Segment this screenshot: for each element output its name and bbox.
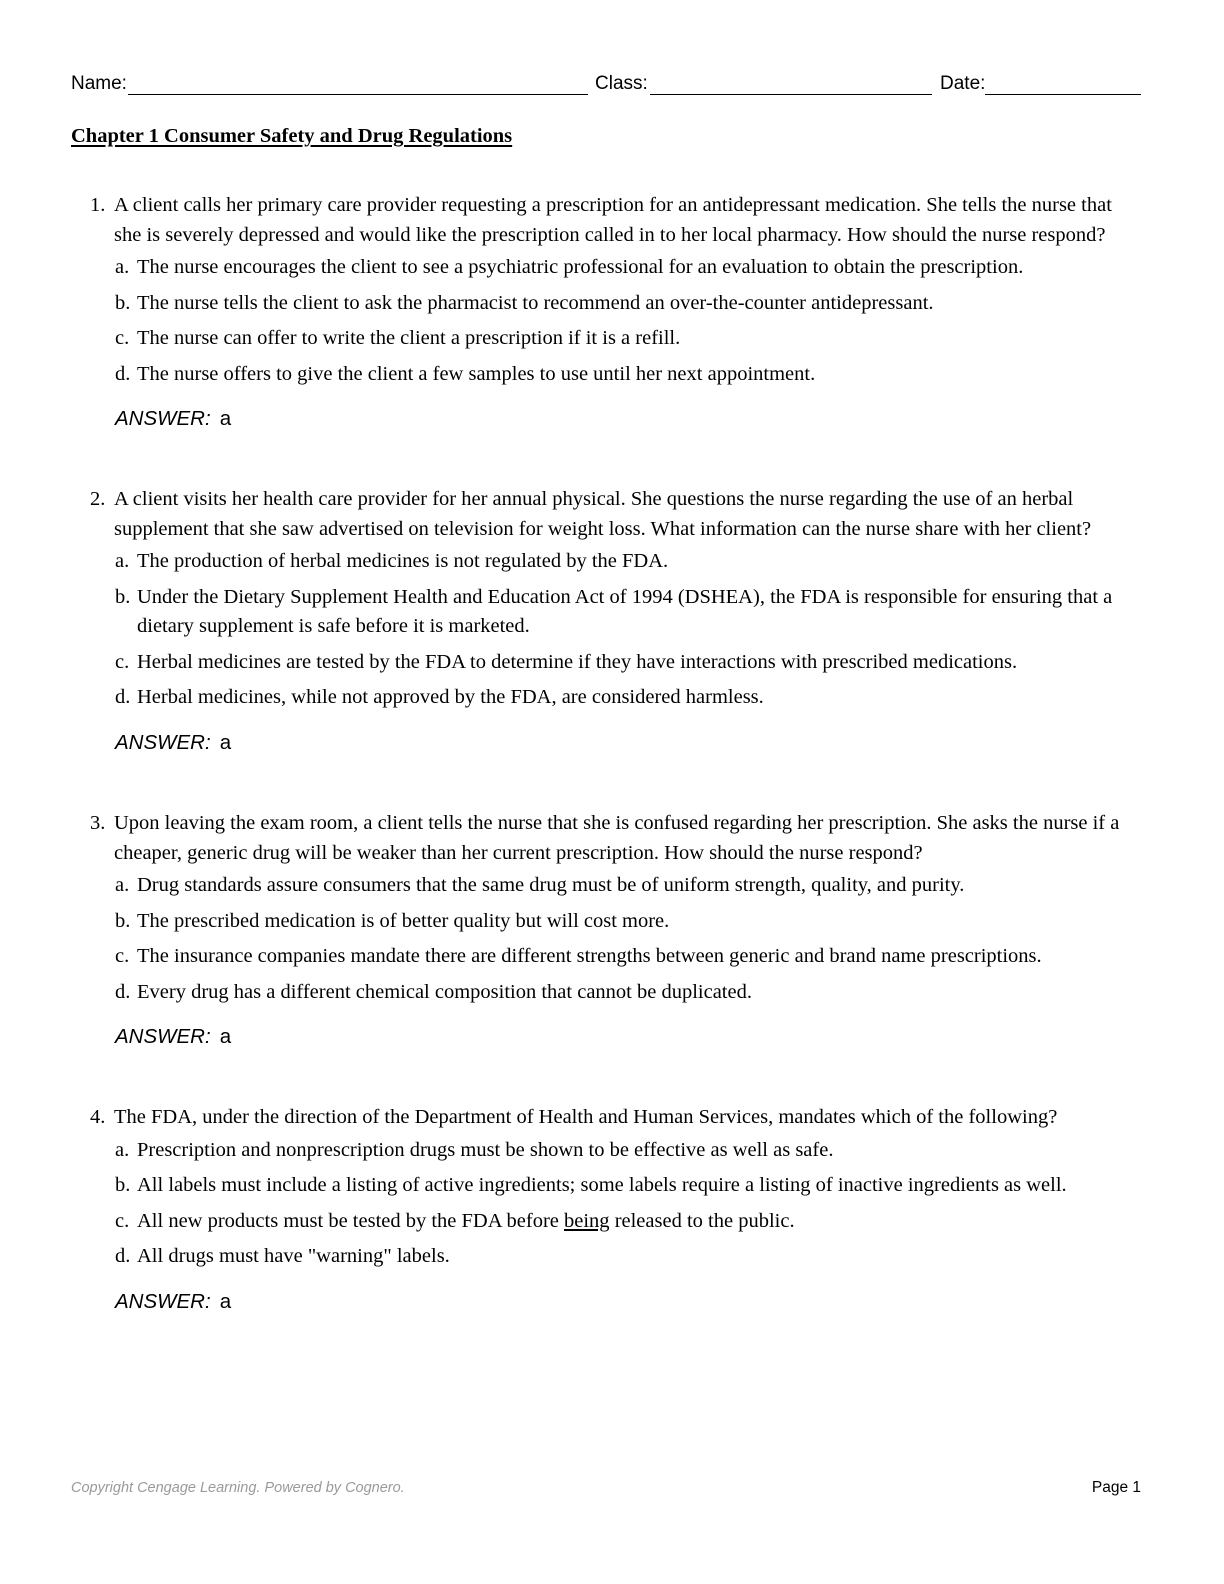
option-letter: b. (115, 1174, 131, 1196)
option-text: Herbal medicines, while not approved by the FDA, are considered harmless. (137, 686, 764, 708)
option-text-before: All new products must be tested by the FDA before (137, 1209, 565, 1232)
question-number: 2. (90, 488, 106, 510)
question-2 (88, 485, 1143, 757)
option-letter: b. (115, 585, 131, 608)
option-text: The prescribed medication is of better quality but will cost more. (137, 909, 670, 932)
option-letter: b. (115, 291, 131, 314)
question-number: 1. (90, 194, 106, 216)
underlined-word: being (564, 1209, 610, 1232)
option-letter: c. (115, 650, 130, 673)
option-d (88, 1242, 1143, 1272)
question-stem (88, 485, 1143, 544)
copyright-notice: Copyright Cengage Learning. Powered by Cognero. (71, 1480, 405, 1496)
option-text: The nurse tells the client to ask the pharmacist to recommend an over-the-counter antidepressant. (137, 291, 934, 314)
answer-key (88, 404, 1143, 433)
class-blank (650, 72, 932, 95)
question-stem (88, 191, 1143, 250)
answer-options (88, 547, 1143, 713)
option-letter: a. (115, 1138, 130, 1161)
option-letter: d. (115, 980, 131, 1003)
answer-label: ANSWER: (115, 407, 211, 430)
option-d (88, 683, 1143, 713)
date-blank (985, 72, 1141, 95)
chapter-title: Chapter 1 Consumer Safety and Drug Regulations (71, 125, 513, 147)
option-c (88, 1207, 1143, 1237)
option-b (88, 289, 1143, 319)
option-text: Drug standards assure consumers that the same drug must be of uniform strength, quality, and purity. (137, 874, 965, 896)
answer-value: a (219, 1025, 232, 1048)
answer-options (88, 253, 1143, 389)
question-stem (88, 1103, 1143, 1133)
option-letter: c. (115, 945, 130, 967)
answer-value: a (219, 1289, 232, 1313)
student-info-header (71, 72, 1141, 98)
option-letter: a. (115, 550, 130, 572)
option-text: All drugs must have "warning" labels. (137, 1245, 450, 1267)
answer-options (88, 1136, 1143, 1272)
question-text: The FDA, under the direction of the Department of Health and Human Services, mandates which of the following? (114, 1106, 1058, 1128)
question-number: 4. (90, 1106, 106, 1128)
option-letter: c. (115, 1209, 130, 1232)
option-a (88, 871, 1143, 901)
option-text: The nurse offers to give the client a few samples to use until her next appointment. (137, 362, 816, 385)
class-label: Class: (595, 73, 648, 94)
option-b (88, 583, 1143, 642)
option-text-after: released to the public. (609, 1209, 795, 1232)
answer-key (88, 1022, 1143, 1051)
name-blank (128, 72, 588, 95)
name-label: Name: (71, 73, 127, 94)
answer-label: ANSWER: (115, 1025, 211, 1048)
answer-key (88, 1287, 1143, 1316)
option-c (88, 942, 1143, 972)
question-number: 3. (90, 812, 106, 834)
answer-key (88, 728, 1143, 757)
answer-value: a (219, 730, 232, 754)
option-a (88, 253, 1143, 283)
question-4 (88, 1103, 1143, 1316)
question-text: A client visits her health care provider for her annual physical. She questions the nurse regarding the use of an herbal supplement that she saw advertised on television for weight loss. What information can the nurse share with her client? (114, 488, 1092, 540)
option-letter: d. (115, 362, 131, 385)
option-letter: d. (115, 1245, 131, 1267)
option-c (88, 648, 1143, 678)
option-a (88, 1136, 1143, 1166)
option-text: The nurse can offer to write the client a prescription if it is a refill. (137, 327, 681, 349)
option-d (88, 978, 1143, 1008)
option-b (88, 907, 1143, 937)
question-text: A client calls her primary care provider requesting a prescription for an antidepressant medication. She tells the nurse that she is severely depressed and would like the prescription called in to her local pharmacy. How should the nurse respond? (114, 194, 1112, 246)
question-stem (88, 809, 1143, 868)
option-letter: d. (115, 686, 131, 708)
page-number: Page 1 (1091, 1479, 1141, 1496)
option-a (88, 547, 1143, 577)
option-text: All labels must include a listing of active ingredients; some labels require a listing of inactive ingredients as well. (137, 1174, 1067, 1196)
answer-label: ANSWER: (115, 1289, 211, 1313)
option-c (88, 324, 1143, 354)
option-text: Under the Dietary Supplement Health and Education Act of 1994 (DSHEA), the FDA is responsible for ensuring that a dietary supplement is safe before it is marketed. (137, 585, 1113, 637)
answer-options (88, 871, 1143, 1007)
option-d (88, 360, 1143, 390)
answer-value: a (219, 407, 232, 430)
question-1 (88, 191, 1143, 433)
option-text: The nurse encourages the client to see a psychiatric professional for an evaluation to obtain the prescription. (137, 256, 1024, 278)
option-text: Herbal medicines are tested by the FDA to determine if they have interactions with prescribed medications. (137, 650, 1018, 673)
option-text: Every drug has a different chemical composition that cannot be duplicated. (137, 980, 752, 1003)
question-3 (88, 809, 1143, 1051)
option-text: The insurance companies mandate there are different strengths between generic and brand name prescriptions. (137, 945, 1042, 967)
option-letter: a. (115, 256, 130, 278)
option-text: Prescription and nonprescription drugs must be shown to be effective as well as safe. (137, 1138, 834, 1161)
answer-label: ANSWER: (115, 730, 211, 754)
option-b (88, 1171, 1143, 1201)
date-label: Date: (940, 73, 986, 94)
option-letter: a. (115, 874, 130, 896)
option-text: The production of herbal medicines is not regulated by the FDA. (137, 550, 669, 572)
option-letter: c. (115, 327, 130, 349)
option-letter: b. (115, 909, 131, 932)
question-text: Upon leaving the exam room, a client tells the nurse that she is confused regarding her prescription. She asks the nurse if a cheaper, generic drug will be weaker than her current prescription. How should the nurse respond? (114, 812, 1120, 864)
